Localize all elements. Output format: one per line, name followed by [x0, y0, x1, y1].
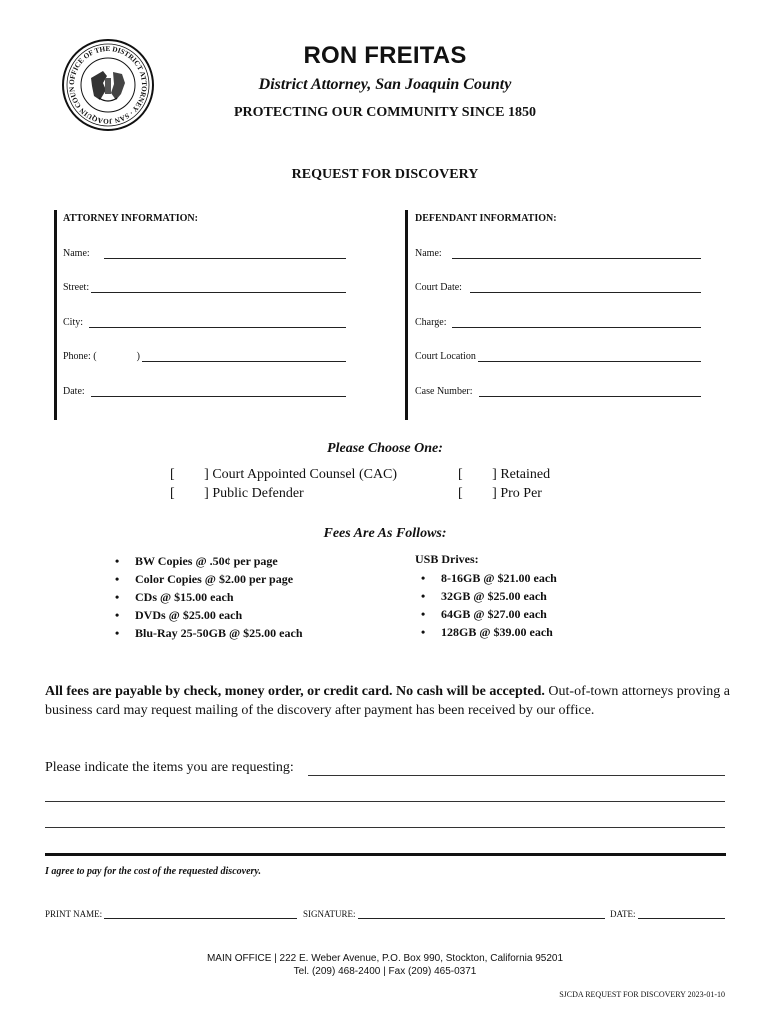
attorney-street-line — [91, 282, 346, 293]
defendant-name-field[interactable] — [415, 248, 701, 259]
attorney-date-line — [91, 386, 346, 397]
footer-contact: Tel. (209) 468-2400 | Fax (209) 465-0371 — [293, 966, 477, 977]
defendant-case-number-label: Case Number: — [415, 386, 473, 397]
defendant-name-line — [452, 248, 701, 259]
attorney-phone-field[interactable] — [63, 351, 346, 362]
fee-item: • BW Copies @ .50¢ per page — [113, 552, 303, 570]
defendant-court-location-line — [478, 351, 701, 362]
fees-heading: Fees Are As Follows: — [323, 526, 447, 541]
signature-field[interactable] — [303, 909, 605, 919]
defendant-heading: DEFENDANT INFORMATION: — [415, 213, 557, 224]
requested-items-label: Please indicate the items you are requesting: — [45, 760, 294, 775]
sign-date-line — [638, 910, 726, 919]
option-cac-bracket: [ — [170, 467, 175, 482]
attorney-name-line — [104, 248, 346, 259]
defendant-court-date-label: Court Date: — [415, 282, 462, 293]
attorney-heading: ATTORNEY INFORMATION: — [63, 213, 198, 224]
print-name-line — [104, 910, 297, 919]
da-subtitle: District Attorney, San Joaquin County — [258, 76, 512, 93]
agree-statement: I agree to pay for the cost of the requested discovery. — [45, 866, 261, 877]
option-public-defender-bracket: [ — [170, 486, 175, 501]
option-retained-bracket: [ — [458, 467, 463, 482]
option-public-defender-label: ] Public Defender — [204, 486, 304, 501]
payment-terms-bold: All fees are payable by check, money order, or credit card. No cash will be accepted. — [45, 684, 545, 699]
attorney-phone-area-close: ) — [136, 351, 140, 362]
attorney-section-rule — [54, 210, 57, 420]
sign-date-label: DATE: — [610, 909, 636, 919]
defendant-court-location-label: Court Location — [415, 351, 476, 362]
option-retained[interactable] — [458, 467, 550, 483]
attorney-city-field[interactable] — [63, 317, 346, 328]
defendant-court-date-line — [470, 282, 701, 293]
defendant-name-label: Name: — [415, 248, 442, 259]
attorney-city-label: City: — [63, 317, 84, 328]
option-cac[interactable] — [170, 467, 397, 483]
option-pro-per-bracket: [ — [458, 486, 463, 501]
defendant-charge-field[interactable] — [415, 317, 701, 328]
option-retained-label: ] Retained — [492, 467, 551, 482]
defendant-case-number-field[interactable] — [415, 386, 701, 397]
fee-item: • DVDs @ $25.00 each — [113, 606, 303, 624]
print-name-label: PRINT NAME: — [45, 909, 103, 919]
fee-item: • CDs @ $15.00 each — [113, 588, 303, 606]
usb-fee-item: • 64GB @ $27.00 each — [419, 605, 557, 623]
attorney-date-field[interactable] — [63, 386, 346, 397]
sign-date-field[interactable] — [610, 909, 725, 919]
payment-terms-rest: Out-of-town attorneys proving a business card may request mailing of the discovery after payment has been received by our office. — [45, 684, 730, 718]
payment-terms — [45, 682, 735, 720]
signature-line — [358, 910, 605, 919]
motto: PROTECTING OUR COMMUNITY SINCE 1850 — [233, 105, 537, 120]
usb-heading: USB Drives: — [415, 552, 479, 566]
form-id: SJCDA REQUEST FOR DISCOVERY 2023-01-10 — [559, 990, 725, 999]
fee-item: • Blu-Ray 25-50GB @ $25.00 each — [113, 624, 303, 642]
signature-label: SIGNATURE: — [303, 909, 356, 919]
option-cac-label: ] Court Appointed Counsel (CAC) — [204, 467, 398, 482]
usb-fee-item: • 8-16GB @ $21.00 each — [419, 569, 557, 587]
fees-media-list — [113, 552, 303, 642]
defendant-charge-label: Charge: — [415, 317, 447, 328]
defendant-section-rule — [405, 210, 408, 420]
choose-heading: Please Choose One: — [327, 441, 443, 456]
requested-items-line-2[interactable] — [45, 801, 725, 802]
attorney-name-label: Name: — [63, 248, 90, 259]
attorney-phone-line — [142, 351, 346, 362]
defendant-charge-line — [452, 317, 701, 328]
requested-items-field[interactable] — [45, 760, 725, 776]
svg-text:OFFICE OF THE DISTRICT ATTORNE: OFFICE OF THE DISTRICT ATTORNEY · SAN JOAQUIN COUN — [67, 44, 149, 126]
option-pro-per[interactable] — [458, 486, 542, 502]
defendant-case-number-line — [479, 386, 702, 397]
defendant-court-date-field[interactable] — [415, 282, 701, 293]
form-title: REQUEST FOR DISCOVERY — [291, 167, 479, 182]
defendant-court-location-field[interactable] — [415, 351, 701, 362]
attorney-street-label: Street: — [63, 282, 90, 293]
attorney-name-field[interactable] — [63, 248, 346, 259]
print-name-field[interactable] — [45, 909, 297, 919]
usb-fee-item: • 32GB @ $25.00 each — [419, 587, 557, 605]
attorney-date-label: Date: — [63, 386, 85, 397]
attorney-phone-label: Phone: ( — [63, 351, 97, 362]
requested-items-line-1 — [308, 761, 725, 776]
requested-items-line-3[interactable] — [45, 827, 725, 828]
fees-usb-list — [419, 569, 557, 641]
signature-divider — [45, 853, 726, 856]
usb-fee-item: • 128GB @ $39.00 each — [419, 623, 557, 641]
option-pro-per-label: ] Pro Per — [492, 486, 542, 501]
fee-item: • Color Copies @ $2.00 per page — [113, 570, 303, 588]
attorney-city-line — [89, 317, 346, 328]
footer-office: MAIN OFFICE | 222 E. Weber Avenue, P.O. Box 990, Stockton, California 95201 — [206, 953, 564, 964]
option-public-defender[interactable] — [170, 486, 304, 502]
attorney-street-field[interactable] — [63, 282, 346, 293]
da-name: RON FREITAS — [303, 42, 467, 69]
